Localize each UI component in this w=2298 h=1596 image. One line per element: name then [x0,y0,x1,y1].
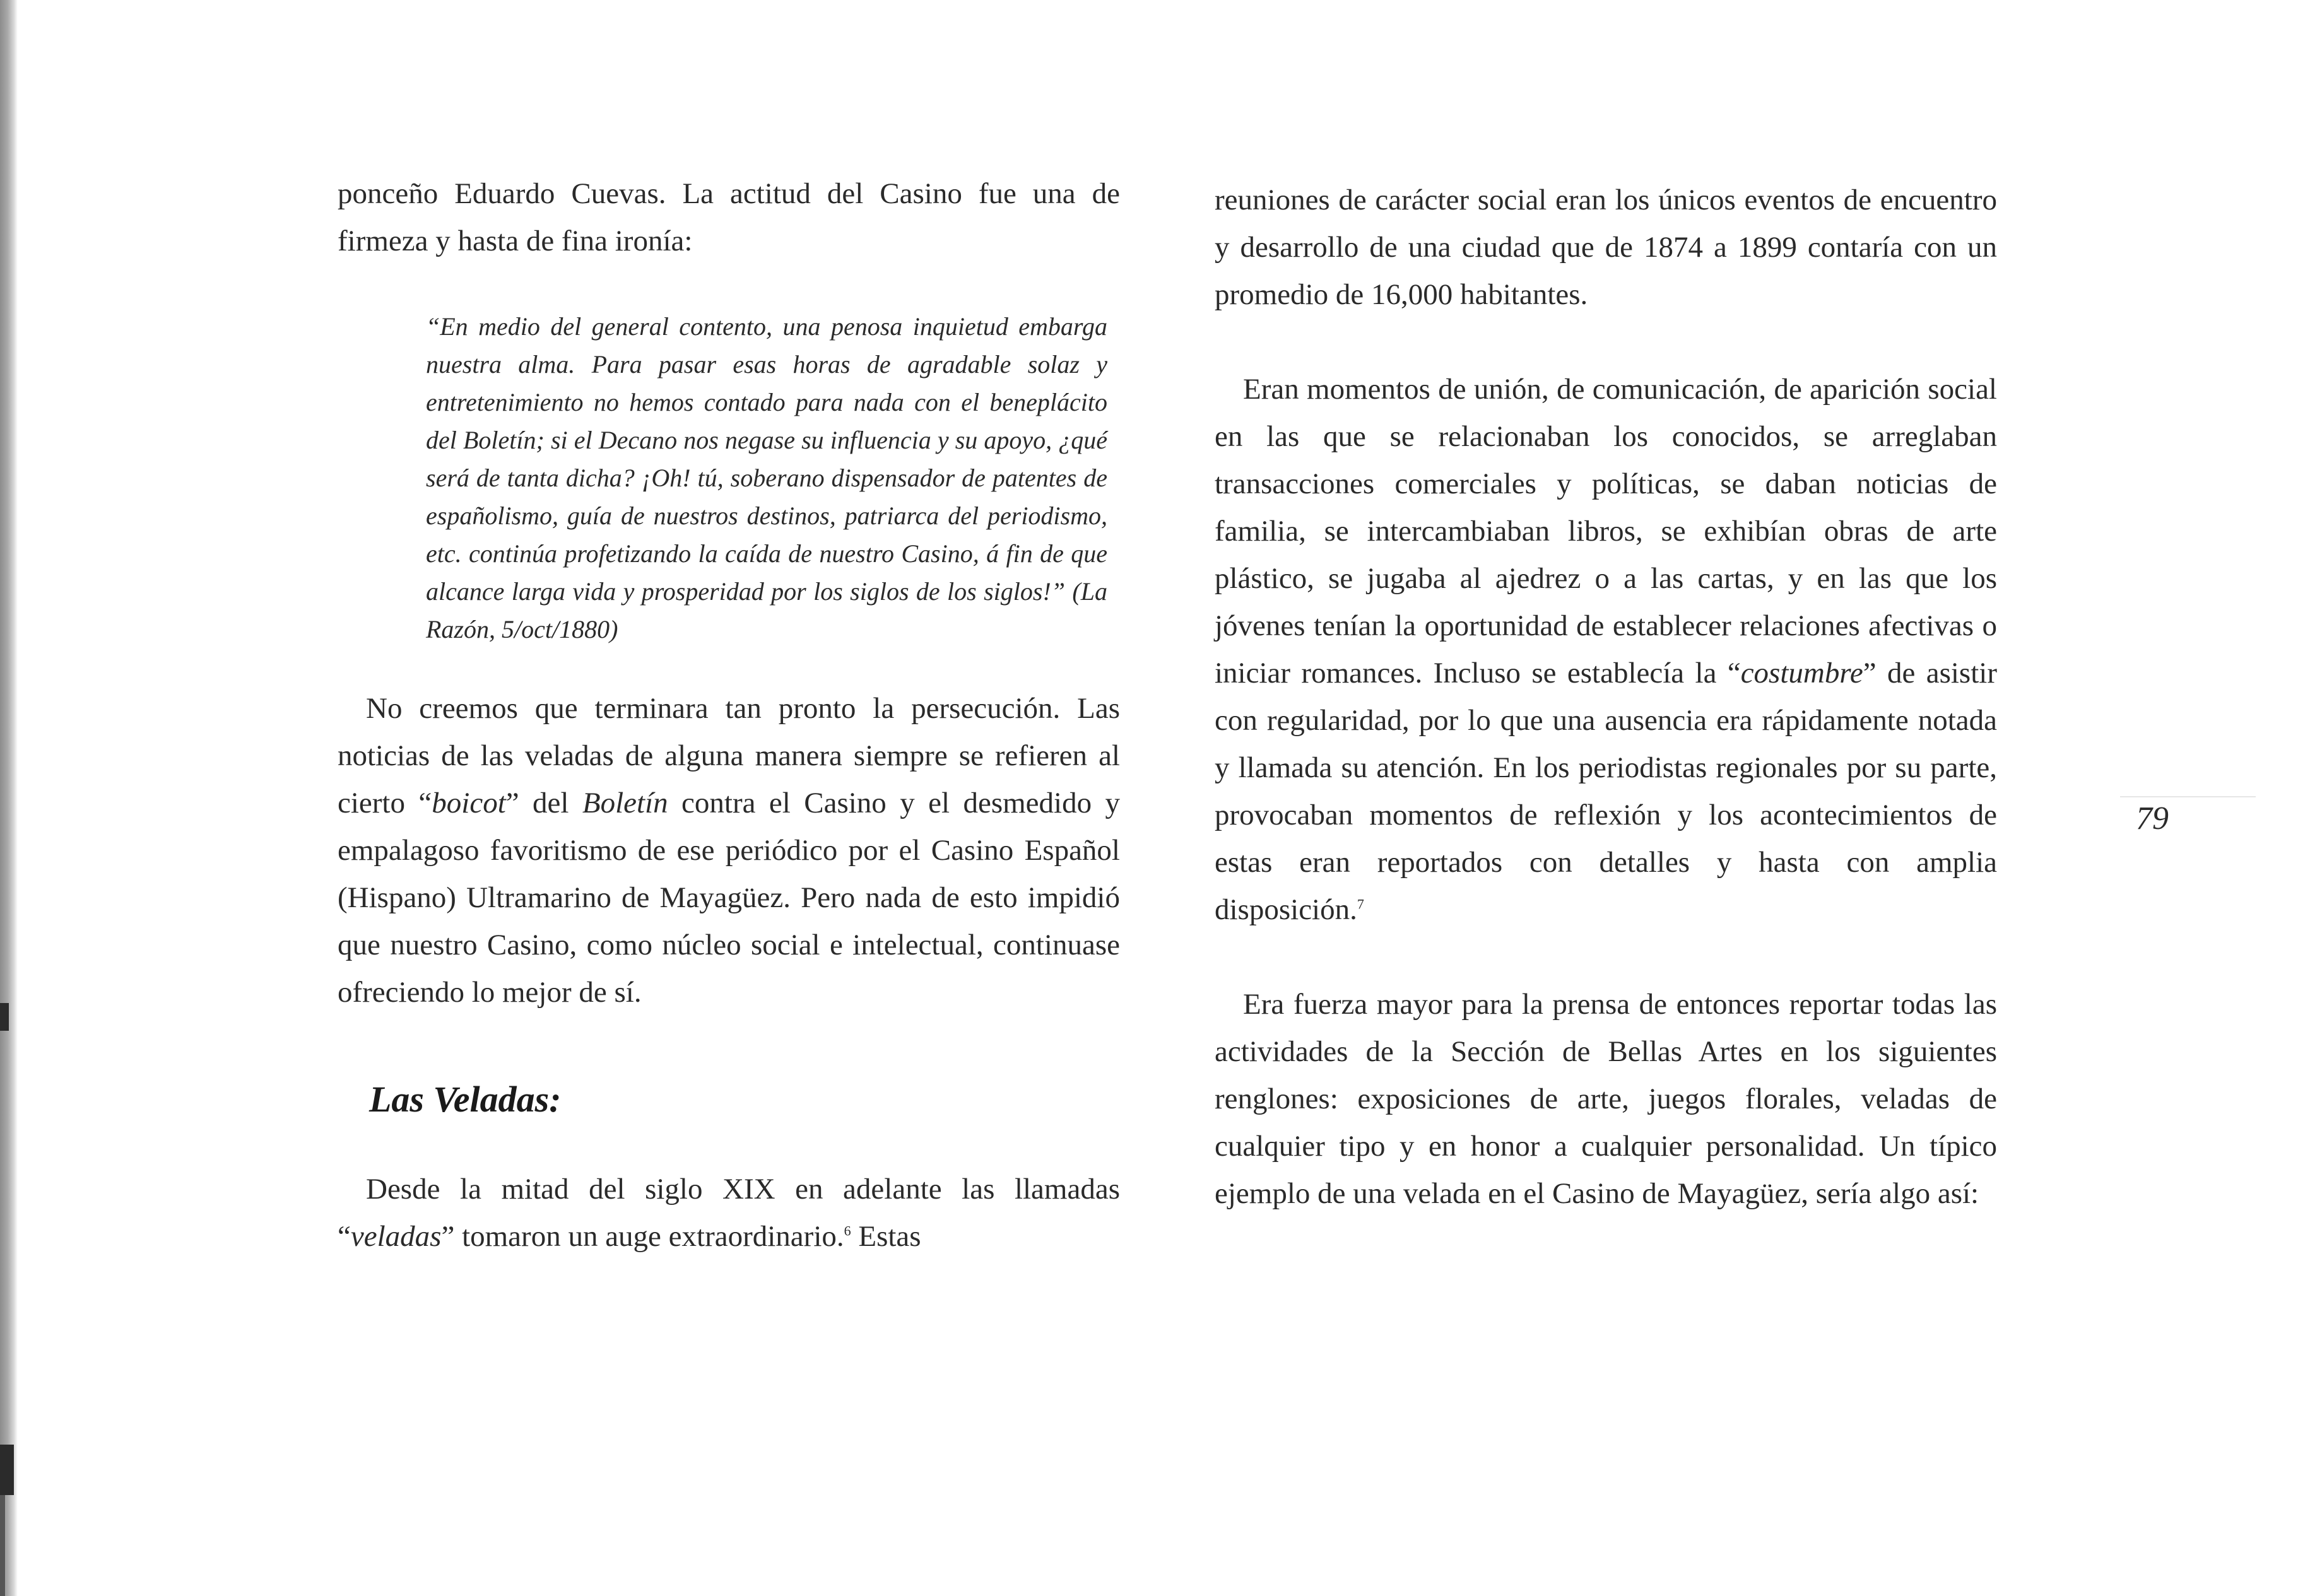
page-edge-mark [0,1495,5,1596]
boletin-term: Boletín [582,787,668,819]
para2-text-c: contra el Casino y el desmedido y empalagoso favoritismo de ese periódico por el Casino Español (Hispano) Ultramarino de Mayagüez. Pero nada de esto impidió que nuestro Casino, como núcleo social e intelectual, continuase ofreciendo lo mejor de sí. [338,787,1121,1009]
right-paragraph-1: reuniones de carácter social eran los únicos eventos de encuentro y desarrollo de una ciudad que de 1874 a 1899 contaría con un promedio de 16,000 habitantes. [1215,184,1997,311]
left-paragraph-2 [338,685,1120,1016]
left-paragraph-1: ponceño Eduardo Cuevas. La actitud del Casino fue una de firmeza y hasta de fina ironía: [338,177,1120,257]
page-edge-mark [0,1003,9,1031]
right-paragraph-2 [1215,366,1997,934]
para2-text-b: ” del [505,787,582,819]
page-number: 79 [2136,801,2169,836]
para3-text-c: Estas [851,1220,921,1253]
section-heading: Las Veladas: [369,1079,562,1120]
footnote-marker-7: 7 [1357,896,1364,912]
page-edge-mark [0,1445,14,1495]
left-column [338,170,1120,1260]
para3-text-a: Desde la mitad del siglo XIX en adelante las llamadas “ [338,1173,1120,1253]
page-number-rule [2120,796,2256,797]
boicot-term: boicot [432,787,506,819]
rpara2-text-b: ” de asistir con regularidad, por lo que una ausencia era rápidamente notada y llamada su atención. En los periodistas regionales por su parte, provocaban momentos de reflexión y los acontecimientos de estas eran reportados con detalles y hasta con amplia disposición. [1215,657,1997,926]
para3-text-b: ” tomaron un auge extraordinario. [441,1220,844,1253]
book-spine-shadow [0,0,18,1596]
veladas-term: veladas [350,1220,442,1253]
footnote-marker-6: 6 [844,1223,851,1239]
block-quote: “En medio del general contento, una penosa inquietud embarga nuestra alma. Para pasar esas horas de agradable solaz y entretenimiento no hemos contado para nada con el beneplácito del Boletín; si el Decano nos negase su influencia y su apoyo, ¿qué será de tanta dicha? ¡Oh! tú, soberano dispensador de patentes de españolismo, guía de nuestros destinos, patriarca del periodismo, etc. continúa profetizando la caída de nuestro Casino, á fin de que alcance larga vida y prosperidad por los siglos de los siglos!” (La Razón, 5/oct/1880) [426,312,1107,643]
right-column [1215,177,1997,1218]
rpara2-text-a: Eran momentos de unión, de comunicación, de aparición social en las que se relacionaban los conocidos, se arreglaban transacciones comerciales y políticas, se daban noticias de familia, se intercambiaban libros, se exhibían obras de arte plástico, se jugaba al ajedrez o a las cartas, y en las que los jóvenes tenían la oportunidad de establecer relaciones afectivas o iniciar romances. Incluso se establecía la “ [1215,373,1997,689]
right-paragraph-3: Era fuerza mayor para la prensa de entonces reportar todas las actividades de la Sección de Bellas Artes en los siguientes renglones: exposiciones de arte, juegos florales, veladas de cualquier tipo y en honor a cualquier personalidad. Un típico ejemplo de una velada en el Casino de Mayagüez, sería algo así: [1215,988,1997,1210]
costumbre-term: costumbre [1740,657,1863,689]
left-paragraph-3 [338,1166,1120,1260]
para2-text-a: No creemos que terminara tan pronto la persecución. Las noticias de las veladas de alguna manera siempre se refieren al cierto “ [338,692,1120,819]
